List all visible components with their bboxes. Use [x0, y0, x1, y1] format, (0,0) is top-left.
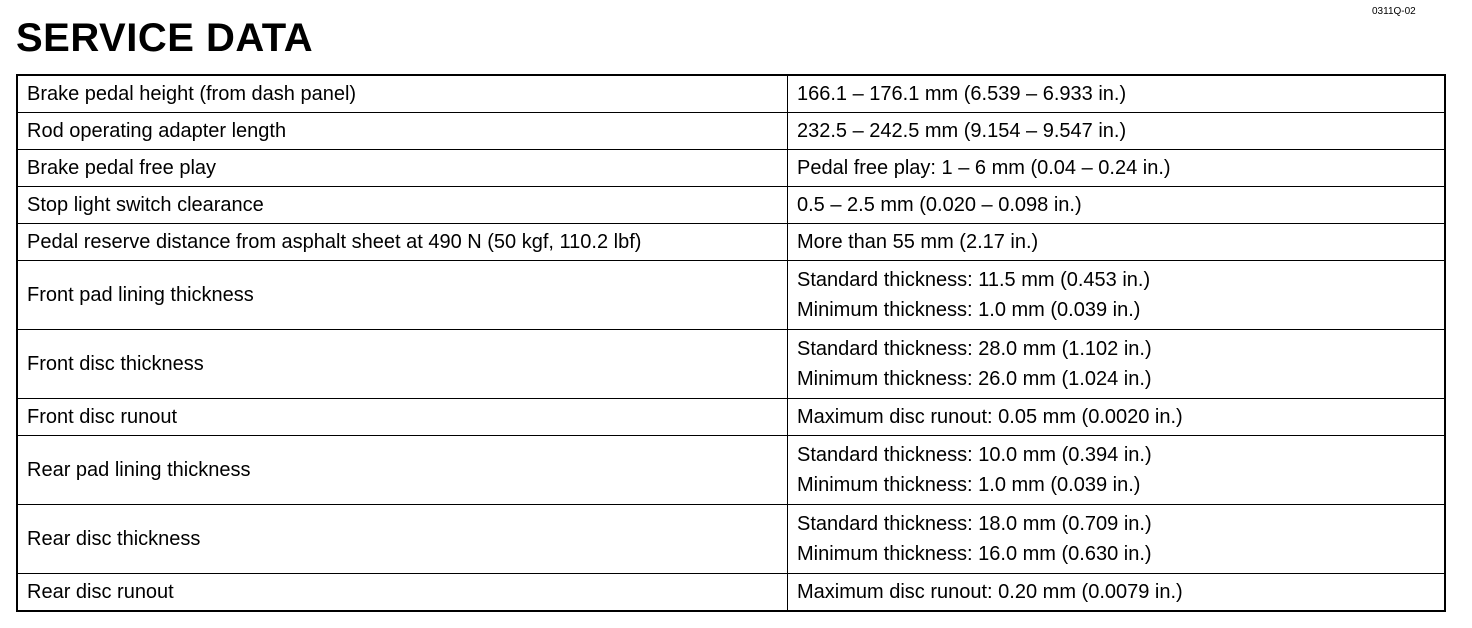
- table-row: [17, 330, 1445, 399]
- table-row: [17, 261, 1445, 330]
- item-cell: Stop light switch clearance: [17, 187, 788, 224]
- spec-line: Standard thickness: 28.0 mm (1.102 in.): [797, 338, 1152, 360]
- spec-line: Standard thickness: 11.5 mm (0.453 in.): [797, 269, 1151, 291]
- spec-cell: [788, 75, 1446, 113]
- spec-line: More than 55 mm (2.17 in.): [797, 231, 1039, 253]
- table-row: [17, 187, 1445, 224]
- spec-cell: [788, 261, 1446, 330]
- spec-line: Minimum thickness: 1.0 mm (0.039 in.): [797, 299, 1141, 321]
- spec-cell: [788, 574, 1446, 612]
- spec-line: Standard thickness: 10.0 mm (0.394 in.): [797, 444, 1152, 466]
- spec-line: Maximum disc runout: 0.20 mm (0.0079 in.): [797, 581, 1183, 603]
- service-data-table: [16, 74, 1446, 612]
- spec-cell: [788, 436, 1446, 505]
- spec-cell: [788, 224, 1446, 261]
- item-cell: Rear pad lining thickness: [17, 436, 788, 505]
- table-row: [17, 224, 1445, 261]
- spec-line: Minimum thickness: 1.0 mm (0.039 in.): [797, 474, 1141, 496]
- item-cell: Front pad lining thickness: [17, 261, 788, 330]
- spec-line: Maximum disc runout: 0.05 mm (0.0020 in.): [797, 406, 1183, 428]
- item-cell: Brake pedal height (from dash panel): [17, 75, 788, 113]
- table-row: [17, 436, 1445, 505]
- figure-code: 0311Q-02: [1372, 6, 1416, 17]
- spec-cell: [788, 113, 1446, 150]
- table-row: [17, 399, 1445, 436]
- spec-cell: [788, 150, 1446, 187]
- table-row: [17, 75, 1445, 113]
- item-cell: Front disc runout: [17, 399, 788, 436]
- service-data-body: [17, 75, 1445, 611]
- item-cell: Brake pedal free play: [17, 150, 788, 187]
- spec-line: Minimum thickness: 16.0 mm (0.630 in.): [797, 543, 1152, 565]
- spec-line: 166.1 – 176.1 mm (6.539 – 6.933 in.): [797, 83, 1127, 105]
- table-row: [17, 505, 1445, 574]
- table-row: [17, 150, 1445, 187]
- spec-cell: [788, 330, 1446, 399]
- spec-line: Pedal free play: 1 – 6 mm (0.04 – 0.24 in.): [797, 157, 1171, 179]
- item-cell: Rod operating adapter length: [17, 113, 788, 150]
- spec-cell: [788, 505, 1446, 574]
- spec-line: 232.5 – 242.5 mm (9.154 – 9.547 in.): [797, 120, 1127, 142]
- spec-cell: [788, 187, 1446, 224]
- item-cell: Rear disc thickness: [17, 505, 788, 574]
- spec-line: Minimum thickness: 26.0 mm (1.024 in.): [797, 368, 1152, 390]
- page-title: SERVICE DATA: [16, 16, 314, 60]
- spec-line: 0.5 – 2.5 mm (0.020 – 0.098 in.): [797, 194, 1082, 216]
- spec-cell: [788, 399, 1446, 436]
- table-row: [17, 574, 1445, 612]
- item-cell: Front disc thickness: [17, 330, 788, 399]
- item-cell: Rear disc runout: [17, 574, 788, 612]
- spec-line: Standard thickness: 18.0 mm (0.709 in.): [797, 513, 1152, 535]
- item-cell: Pedal reserve distance from asphalt sheet at 490 N (50 kgf, 110.2 lbf): [17, 224, 788, 261]
- table-row: [17, 113, 1445, 150]
